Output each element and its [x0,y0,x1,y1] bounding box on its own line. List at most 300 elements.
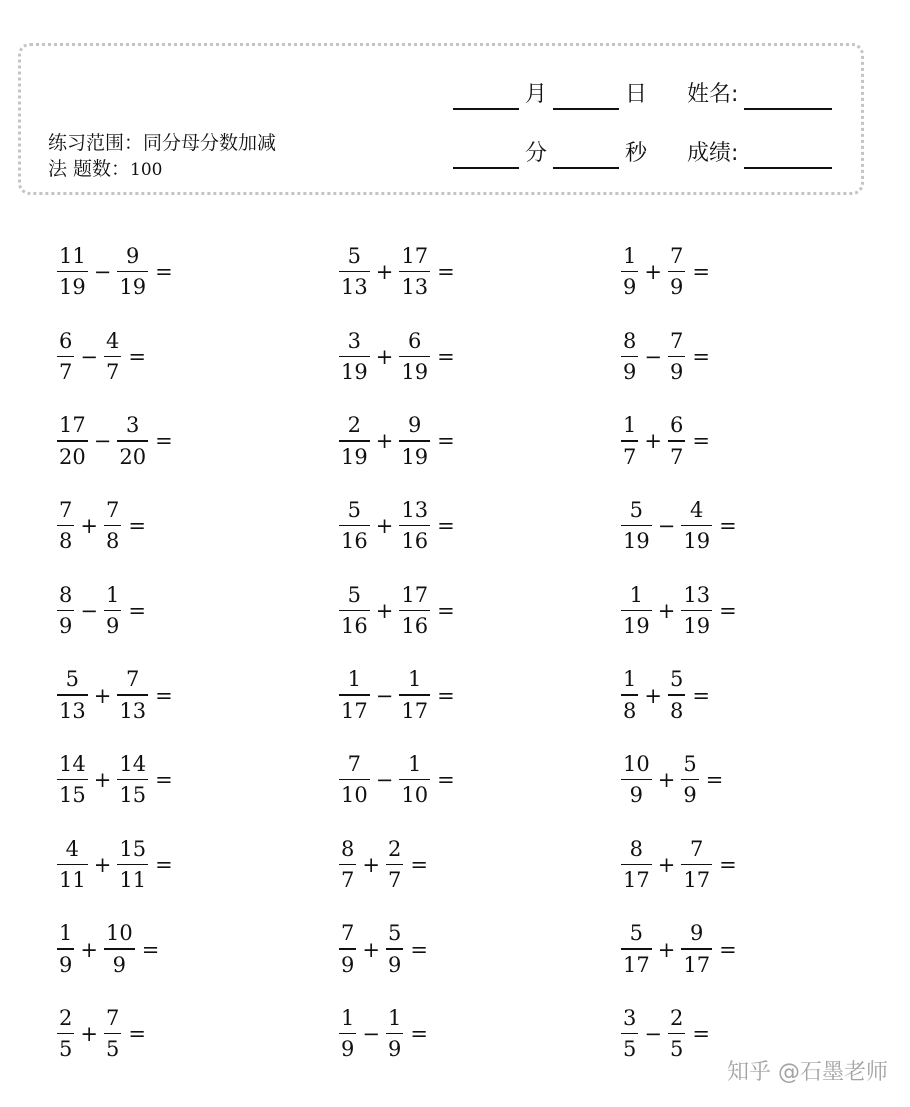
numerator: 5 [629,497,644,522]
operator: + [375,514,394,539]
month-blank[interactable] [453,82,519,110]
fraction-bar [339,356,370,357]
numerator: 8 [341,836,355,861]
operator: + [644,260,662,284]
second-fraction [103,328,122,384]
denominator: 20 [59,444,86,469]
fraction-bar [339,525,370,526]
fraction-bar [668,440,685,441]
operator: − [93,260,112,284]
equals-sign: = [692,1022,710,1047]
denominator: 15 [119,783,147,808]
day-label: 日 [625,82,648,107]
name-blank[interactable] [744,82,832,110]
problem-item [620,1004,710,1064]
second-fraction [667,328,686,384]
second-fraction [680,582,713,638]
first-fraction [338,415,371,467]
fraction-bar [57,271,88,272]
operator: + [375,260,394,284]
numerator: 1 [629,582,644,607]
numerator: 10 [105,921,133,946]
equals-sign: = [437,429,455,454]
denominator: 17 [683,868,711,893]
fraction-bar [339,779,370,780]
second-fraction [680,923,713,975]
operator: − [375,683,394,708]
fraction-bar [339,610,370,611]
numerator: 7 [59,497,73,522]
denominator: 9 [59,613,73,638]
numerator: 4 [65,836,80,861]
fraction-bar [104,610,121,611]
fraction-bar [339,1033,356,1034]
first-fraction [338,923,357,975]
fraction-bar [339,864,356,865]
watermark: 知乎 @石墨老师 [727,1060,888,1085]
problem-item [338,327,455,387]
fraction-bar [621,440,638,441]
operator: + [93,683,112,708]
second-fraction [116,754,149,806]
equals-sign: = [128,344,146,369]
denominator: 20 [119,444,147,469]
fraction-bar [339,948,356,949]
fraction-bar [57,1033,74,1034]
problem-item [620,835,737,895]
denominator: 13 [401,275,429,300]
operator: + [93,768,112,793]
operator: + [362,852,380,877]
denominator: 17 [683,952,711,977]
denominator: 9 [341,1037,355,1062]
score-blank[interactable] [744,141,832,169]
time-score-row [453,135,832,169]
denominator: 13 [119,698,147,723]
equals-sign: = [437,768,455,793]
fraction-bar [117,440,148,441]
operator: + [657,852,676,877]
problem-item [56,327,146,387]
numerator: 9 [126,243,140,268]
fraction-bar [621,948,652,949]
problem-item [338,581,455,641]
fraction-bar [57,356,74,357]
first-fraction [338,836,357,893]
fraction-bar [681,610,712,611]
problem-item [56,920,159,980]
fraction-bar [681,779,698,780]
denominator: 19 [119,275,147,300]
numerator: 5 [347,497,362,522]
denominator: 19 [683,529,711,554]
second-fraction [398,415,431,467]
problem-item [338,242,455,302]
fraction-bar [104,356,121,357]
numerator: 14 [119,752,147,777]
numerator: 7 [105,497,120,522]
operator: − [93,429,112,454]
denominator: 16 [401,613,429,638]
second-fraction [398,328,431,384]
numerator: 9 [690,921,704,946]
problem-item [56,666,173,726]
second-fraction [385,923,404,975]
first-fraction [620,328,639,384]
denominator: 19 [623,613,650,638]
problem-item [338,1004,428,1064]
equals-sign: = [437,598,455,623]
denominator: 7 [341,868,355,893]
first-fraction [620,497,653,554]
equals-sign: = [437,514,455,539]
first-fraction [56,497,75,554]
fraction-bar [57,864,88,865]
second-fraction [116,669,149,721]
equals-sign: = [437,683,455,708]
minute-blank[interactable] [453,141,519,169]
denominator: 15 [59,783,86,808]
numerator: 4 [105,328,120,353]
numerator: 1 [408,667,422,692]
problem-item [620,666,710,726]
denominator: 13 [341,275,368,300]
denominator: 17 [341,698,368,723]
denominator: 17 [401,698,429,723]
second-fraction [667,1008,686,1060]
first-fraction [56,836,89,893]
problem-item [338,496,455,556]
numerator: 6 [669,413,684,438]
day-blank[interactable] [553,82,619,110]
numerator: 7 [669,328,684,353]
problem-item [338,750,455,810]
first-fraction [338,582,371,638]
problem-item [338,835,428,895]
second-fraction [667,415,686,467]
denominator: 5 [669,1037,684,1062]
numerator: 3 [623,1006,637,1031]
denominator: 7 [105,359,120,384]
numerator: 5 [669,667,684,692]
second-fraction [385,836,404,893]
operator: + [362,937,380,962]
fraction-bar [621,1033,638,1034]
problem-item [620,750,723,810]
numerator: 1 [347,667,362,692]
equals-sign: = [155,852,173,877]
problem-item [620,411,710,471]
second-fraction [667,243,686,300]
second-fraction [398,582,431,638]
denominator: 19 [401,359,429,384]
numerator: 3 [347,328,362,353]
second-fraction [103,497,122,554]
operator: + [375,344,394,369]
scope-line-2 [48,156,308,183]
numerator: 8 [629,836,644,861]
numerator: 5 [347,582,362,607]
second-fraction [116,836,149,893]
denominator: 8 [105,529,120,554]
fraction-bar [386,864,403,865]
fraction-bar [104,525,121,526]
numerator: 13 [683,582,711,607]
first-fraction [56,923,75,975]
fraction-bar [57,610,74,611]
first-fraction [620,243,639,300]
problem-item [56,835,173,895]
second-fraction [680,497,713,554]
name-label: 姓名: [687,82,739,107]
problem-item [56,750,173,810]
numerator: 5 [387,921,402,946]
first-fraction [56,1008,75,1060]
first-fraction [620,836,653,893]
scope-line-1: 练习范围：同分母分数加减 [48,132,277,154]
fraction-bar [621,694,638,695]
operator: + [657,598,676,623]
numerator: 17 [59,413,86,438]
second-fraction [398,243,431,300]
first-fraction [338,497,371,554]
first-fraction [56,243,89,300]
problem-item [620,327,710,387]
equals-sign: = [692,429,710,454]
first-fraction [56,328,75,384]
numerator: 1 [408,752,422,777]
numerator: 5 [347,243,362,268]
denominator: 8 [623,698,637,723]
operator: + [80,514,98,539]
numerator: 1 [387,1006,402,1031]
fraction-bar [117,694,148,695]
problem-item [56,581,146,641]
fraction-bar [399,525,430,526]
denominator: 19 [623,529,650,554]
fraction-bar [668,694,685,695]
denominator: 7 [59,359,73,384]
operator: + [657,768,676,793]
numerator: 2 [347,413,362,438]
operator: + [375,429,394,454]
numerator: 6 [59,328,73,353]
denominator: 8 [59,529,73,554]
second-fraction [398,754,431,806]
fraction-bar [621,525,652,526]
operator: − [644,1022,662,1047]
denominator: 16 [341,613,368,638]
second-fraction [385,1008,404,1060]
denominator: 9 [387,1037,402,1062]
fraction-bar [621,610,652,611]
first-fraction [338,243,371,300]
numerator: 3 [126,413,140,438]
numerator: 17 [401,582,429,607]
numerator: 7 [105,1006,120,1031]
numerator: 14 [59,752,86,777]
fraction-bar [339,694,370,695]
numerator: 2 [59,1006,73,1031]
score-label: 成绩: [687,141,739,166]
numerator: 15 [119,836,147,861]
first-fraction [56,582,75,638]
fraction-bar [399,271,430,272]
numerator: 9 [408,413,422,438]
operator: + [80,1022,98,1047]
second-fraction [116,243,149,300]
operator: + [80,937,98,962]
second-fraction [116,415,149,467]
equals-sign: = [705,768,724,793]
operator: + [644,429,662,454]
month-label: 月 [525,82,548,107]
denominator: 8 [669,698,684,723]
denominator: 9 [623,275,637,300]
equals-sign: = [719,852,737,877]
numerator: 6 [408,328,422,353]
numerator: 1 [341,1006,355,1031]
fraction-bar [399,440,430,441]
second-fraction [103,1008,122,1060]
fraction-bar [104,1033,121,1034]
worksheet-header [18,43,864,195]
first-fraction [338,754,371,806]
second-fraction [680,836,713,893]
minute-label: 分 [525,141,548,166]
denominator: 5 [59,1037,73,1062]
fraction-bar [681,525,712,526]
second-label: 秒 [625,141,648,166]
fraction-bar [386,1033,403,1034]
fraction-bar [681,864,712,865]
equals-sign: = [410,937,428,962]
problem-item [620,496,737,556]
second-blank[interactable] [553,141,619,169]
first-fraction [620,754,653,806]
numerator: 1 [105,582,120,607]
fraction-bar [399,356,430,357]
numerator: 11 [59,243,86,268]
denominator: 7 [669,444,684,469]
operator: + [93,852,112,877]
denominator: 9 [387,952,402,977]
fraction-bar [117,779,148,780]
numerator: 5 [683,752,697,777]
denominator: 9 [669,359,684,384]
numerator: 1 [623,243,637,268]
fraction-bar [681,948,712,949]
first-fraction [620,415,639,467]
fraction-bar [57,694,88,695]
first-fraction [620,669,639,721]
problem-item [338,920,428,980]
numerator: 7 [341,921,355,946]
equals-sign: = [410,852,428,877]
fraction-bar [339,440,370,441]
operator: + [644,683,662,708]
problem-count: 100 [130,160,163,180]
denominator: 17 [623,952,650,977]
operator: − [644,344,662,369]
numerator: 7 [126,667,140,692]
first-fraction [56,669,89,721]
operator: − [80,344,98,369]
fraction-bar [399,694,430,695]
second-fraction [398,497,431,554]
problem-item [620,920,737,980]
denominator: 11 [119,868,147,893]
denominator: 16 [341,529,368,554]
equals-sign: = [155,429,173,454]
fraction-bar [117,271,148,272]
denominator: 7 [623,444,637,469]
numerator: 7 [669,243,684,268]
denominator: 13 [59,698,86,723]
equals-sign: = [128,1022,146,1047]
practice-scope [48,130,308,183]
denominator: 9 [683,783,697,808]
second-fraction [680,754,699,806]
second-fraction [398,669,431,721]
equals-sign: = [719,514,737,539]
equals-sign: = [128,514,146,539]
fraction-bar [621,356,638,357]
numerator: 17 [401,243,429,268]
denominator: 9 [341,952,355,977]
denominator: 10 [341,783,368,808]
first-fraction [56,415,89,467]
fraction-bar [668,1033,685,1034]
numerator: 2 [387,836,402,861]
fraction-bar [621,864,652,865]
fraction-bar [621,271,638,272]
equals-sign: = [155,683,173,708]
denominator: 10 [401,783,429,808]
fraction-bar [668,356,685,357]
second-fraction [103,582,122,638]
numerator: 5 [629,921,644,946]
numerator: 7 [690,836,704,861]
equals-sign: = [410,1022,428,1047]
fraction-bar [386,948,403,949]
numerator: 1 [623,667,637,692]
fraction-bar [117,864,148,865]
denominator: 11 [59,868,86,893]
first-fraction [338,669,371,721]
operator: − [375,768,394,793]
numerator: 10 [623,752,650,777]
denominator: 9 [112,952,127,977]
denominator: 19 [683,613,711,638]
problem-item [620,242,710,302]
fraction-bar [399,779,430,780]
denominator: 7 [387,868,402,893]
denominator: 9 [59,952,73,977]
problem-item [56,1004,146,1064]
numerator: 13 [401,497,429,522]
equals-sign: = [719,598,737,623]
fraction-bar [57,779,88,780]
denominator: 19 [341,359,368,384]
first-fraction [620,582,653,638]
numerator: 1 [623,413,637,438]
numerator: 7 [347,752,362,777]
date-name-row [453,76,832,110]
first-fraction [338,328,371,384]
fraction-bar [104,948,135,949]
fraction-bar [668,271,685,272]
